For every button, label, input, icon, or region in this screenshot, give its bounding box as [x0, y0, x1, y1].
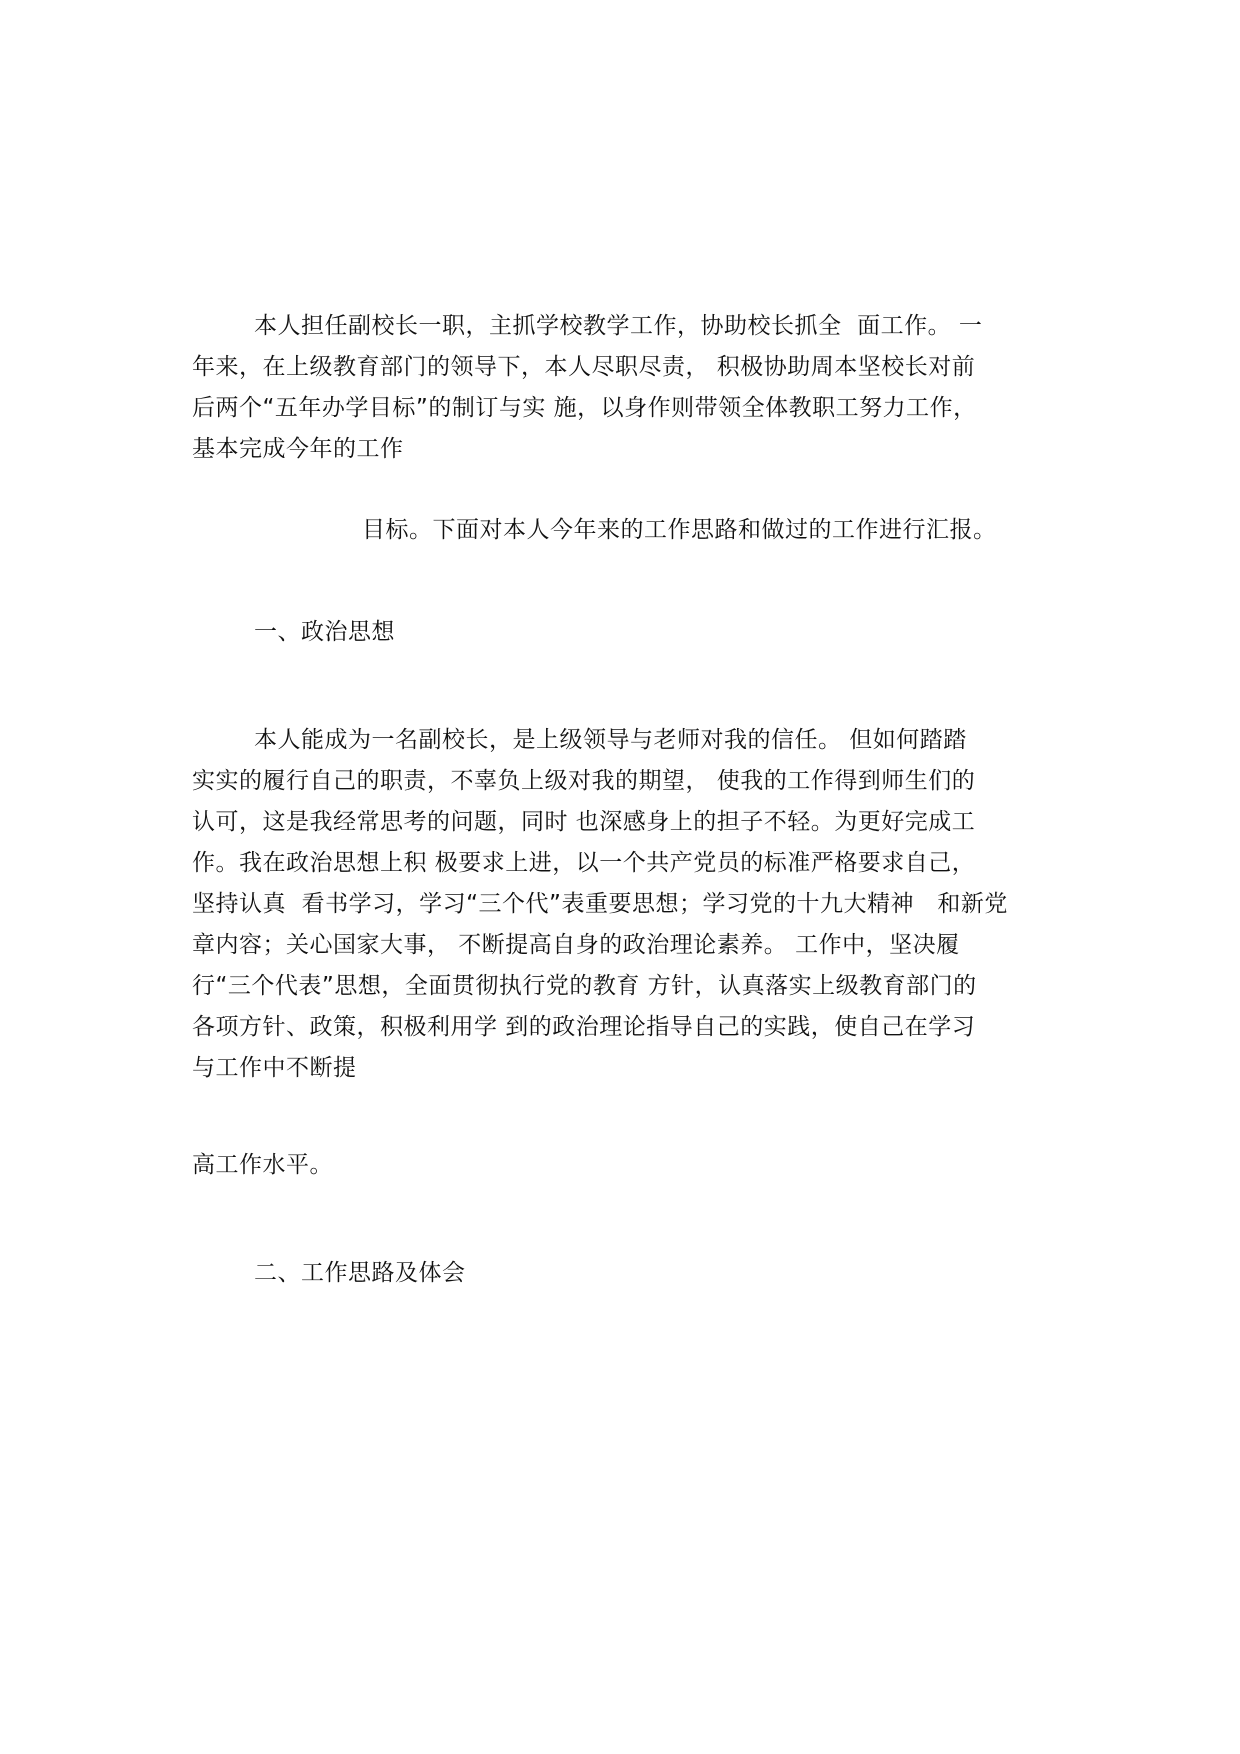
- paragraph-line: 实实的履行自己的职责，不辜负上级对我的期望， 使我的工作得到师生们的: [192, 768, 976, 794]
- paragraph-line: 作。我在政治思想上积 极要求上进，以一个共产党员的标准严格要求自己，: [192, 850, 976, 876]
- paragraph-line: 后两个“五年办学目标”的制订与实 施，以身作则带领全体教职工努力工作，: [192, 395, 977, 421]
- intro-paragraph: [192, 306, 1052, 470]
- paragraph-line: 基本完成今年的工作: [192, 436, 404, 462]
- section-heading-work-ideas: 二、工作思路及体会: [254, 1260, 466, 1286]
- paragraph-line: 年来，在上级教育部门的领导下，本人尽职尽责， 积极协助周本坚校长对前: [192, 354, 976, 380]
- paragraph-line: 章内容；关心国家大事， 不断提高自身的政治理论素养。 工作中，坚决履: [192, 932, 960, 958]
- paragraph-line: 本人能成为一名副校长，是上级领导与老师对我的信任。 但如何踏踏: [254, 727, 967, 753]
- paragraph-line: 行“三个代表”思想，全面贯彻执行党的教育 方针，认真落实上级教育部门的: [192, 973, 977, 999]
- paragraph-line: 坚持认真 看书学习，学习“三个代”表重要思想；学习党的十九大精神 和新党: [192, 891, 1008, 917]
- politics-paragraph-tail: 高工作水平。: [192, 1152, 333, 1178]
- politics-paragraph: [192, 720, 1052, 1089]
- paragraph-line: 与工作中不断提: [192, 1055, 357, 1081]
- intro-continuation: 目标。下面对本人今年来的工作思路和做过的工作进行汇报。: [362, 517, 997, 543]
- paragraph-line: 各项方针、政策，积极利用学 到的政治理论指导自己的实践，使自己在学习: [192, 1014, 976, 1040]
- section-heading-politics: 一、政治思想: [254, 619, 395, 645]
- paragraph-line: 认可，这是我经常思考的问题，同时 也深感身上的担子不轻。为更好完成工: [192, 809, 976, 835]
- paragraph-line: 本人担任副校长一职，主抓学校教学工作，协助校长抓全 面工作。 一: [254, 313, 983, 339]
